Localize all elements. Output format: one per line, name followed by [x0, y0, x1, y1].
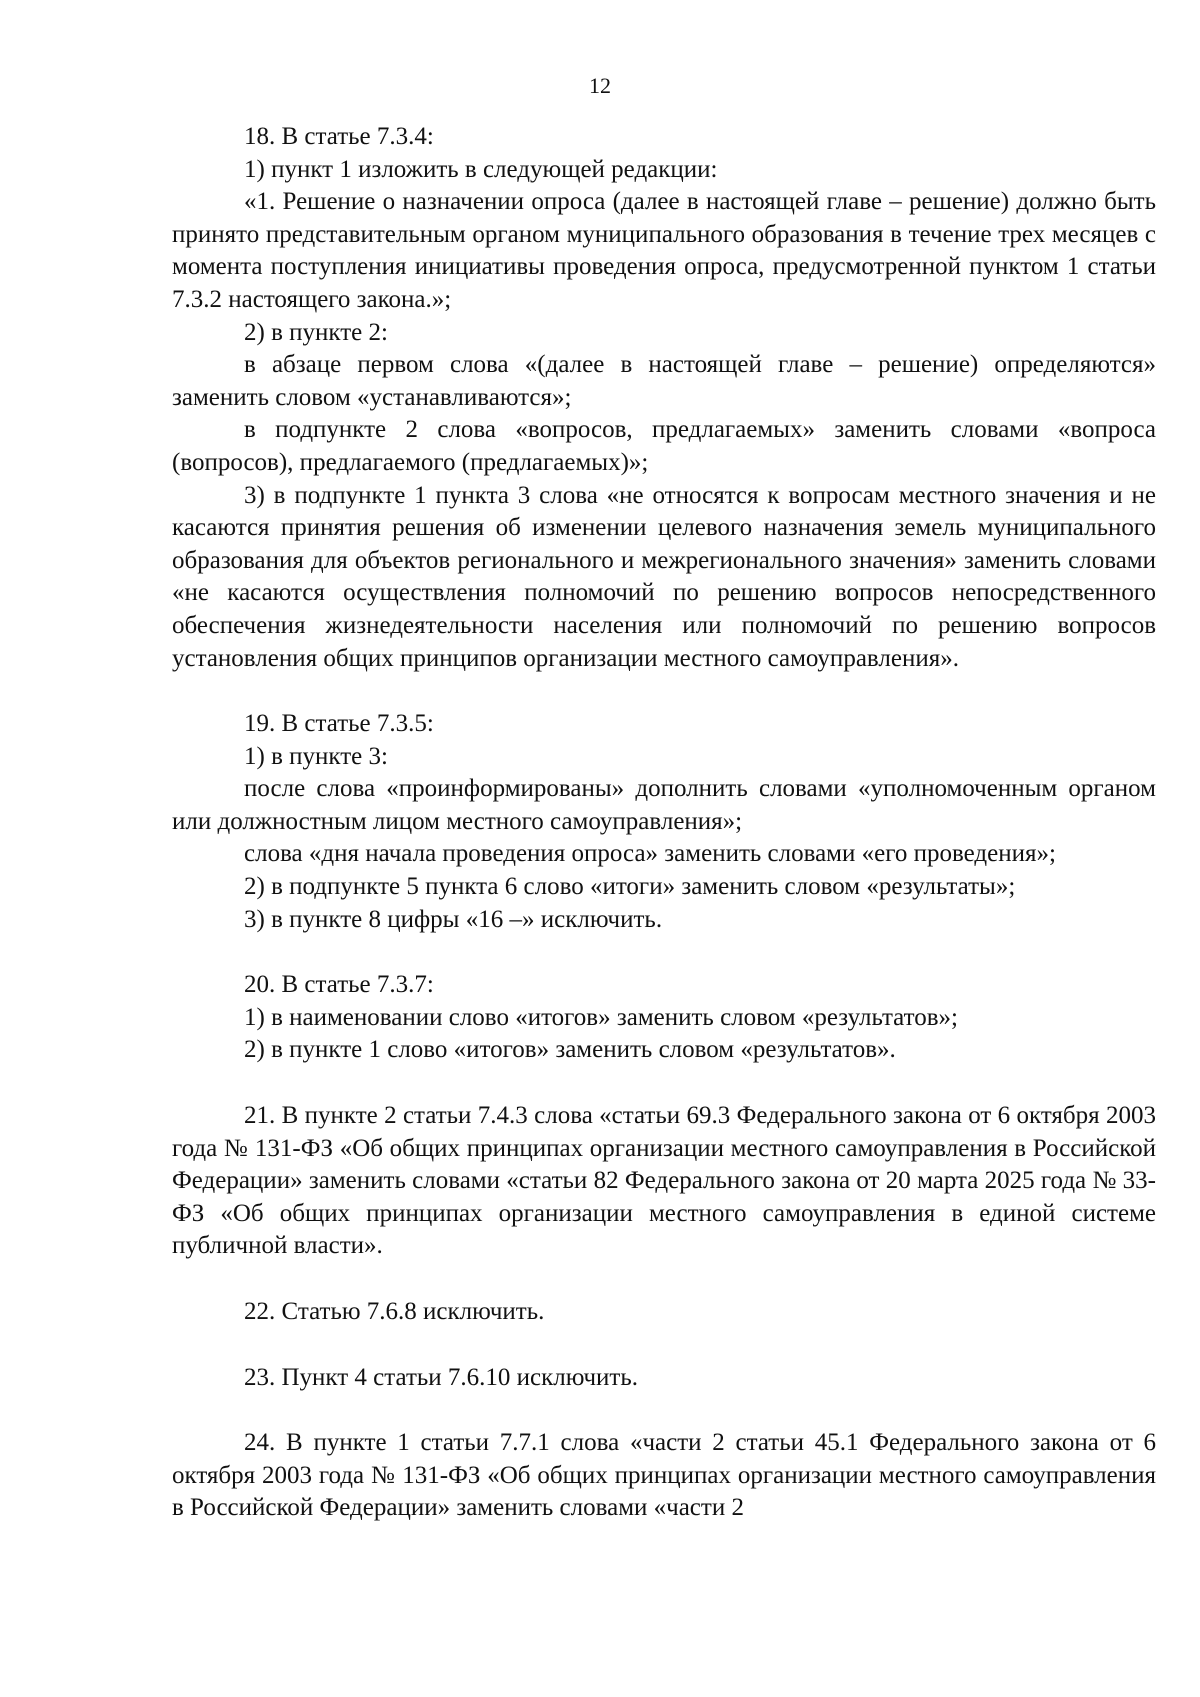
article-18-item-1-text: «1. Решение о назначении опроса (далее в настоящей главе – решение) должно быть принято представительным органом муниципального образования в течение трех месяцев с момента поступления инициативы проведения опроса, предусмотренной пунктом 1 статьи 7.3.2 настоящего закона.»;	[172, 188, 1156, 313]
article-19-item-3: 3) в пункте 8 цифры «16 –» исключить.	[244, 905, 663, 933]
page-number: 12	[589, 73, 611, 98]
article-19-item-1-para-1: после слова «проинформированы» дополнить словами «уполномоченным органом или должностным лицом местного самоуправления»;	[172, 775, 1156, 835]
article-19-item-2: 2) в подпункте 5 пункта 6 слово «итоги» заменить словом «результаты»;	[244, 873, 1016, 901]
paragraph-gap	[172, 936, 1156, 969]
article-18-item-2-para-1: в абзаце первом слова «(далее в настоящей главе – решение) определяются» заменить словом «устанавливаются»;	[172, 351, 1156, 411]
article-23-text: 23. Пункт 4 статьи 7.6.10 исключить.	[244, 1363, 639, 1391]
article-18-item-1: 1) пункт 1 изложить в следующей редакции:	[244, 155, 718, 183]
article-20-item-1: 1) в наименовании слово «итогов» заменить словом «результатов»;	[244, 1003, 958, 1031]
article-18-heading: 18. В статье 7.3.4:	[244, 123, 434, 150]
article-18-item-2: 2) в пункте 2:	[244, 318, 388, 346]
paragraph-gap	[172, 1329, 1156, 1362]
article-22-text: 22. Статью 7.6.8 исключить.	[244, 1298, 545, 1325]
paragraph-gap	[172, 1263, 1156, 1296]
article-20-heading: 20. В статье 7.3.7:	[244, 971, 434, 999]
paragraph-gap	[172, 1394, 1156, 1427]
article-24-text: 24. В пункте 1 статьи 7.7.1 слова «части 2 статьи 45.1 Федерального закона от 6 октября 2003 года № 131-ФЗ «Об общих принципах организации местного самоуправления в Российской Федерации» заменить словами «части 2	[172, 1429, 1156, 1522]
article-18-item-3: 3) в подпункте 1 пункта 3 слова «не относятся к вопросам местного значения и не касаются принятия решения об изменении целевого назначения земель муниципального образования для объектов регионального и межрегионального значения» заменить словами «не касаются осуществления полномочий по решению вопросов непосредственного обеспечения жизнедеятельности населения или полномочий по решению вопросов установления общих принципов организации местного самоуправления».	[172, 481, 1156, 672]
article-19-item-1-para-2: слова «дня начала проведения опроса» заменить словами «его проведения»;	[244, 840, 1056, 868]
article-20-item-2: 2) в пункте 1 слово «итогов» заменить словом «результатов».	[244, 1036, 896, 1064]
article-19-item-1: 1) в пункте 3:	[244, 742, 388, 770]
article-18-item-2-para-2: в подпункте 2 слова «вопросов, предлагаемых» заменить словами «вопроса (вопросов), предлагаемого (предлагаемых)»;	[172, 416, 1156, 476]
article-21-text: 21. В пункте 2 статьи 7.4.3 слова «статьи 69.3 Федерального закона от 6 октября 2003 года № 131-ФЗ «Об общих принципах организации местного самоуправления в Российской Федерации» заменить словами «статьи 82 Федерального закона от 20 марта 2025 года № 33-ФЗ «Об общих принципах организации местного самоуправления в единой системе публичной власти».	[172, 1102, 1156, 1260]
article-19-heading: 19. В статье 7.3.5:	[244, 710, 434, 738]
paragraph-gap	[172, 675, 1156, 708]
paragraph-gap	[172, 1067, 1156, 1100]
document-body	[172, 121, 1156, 1525]
